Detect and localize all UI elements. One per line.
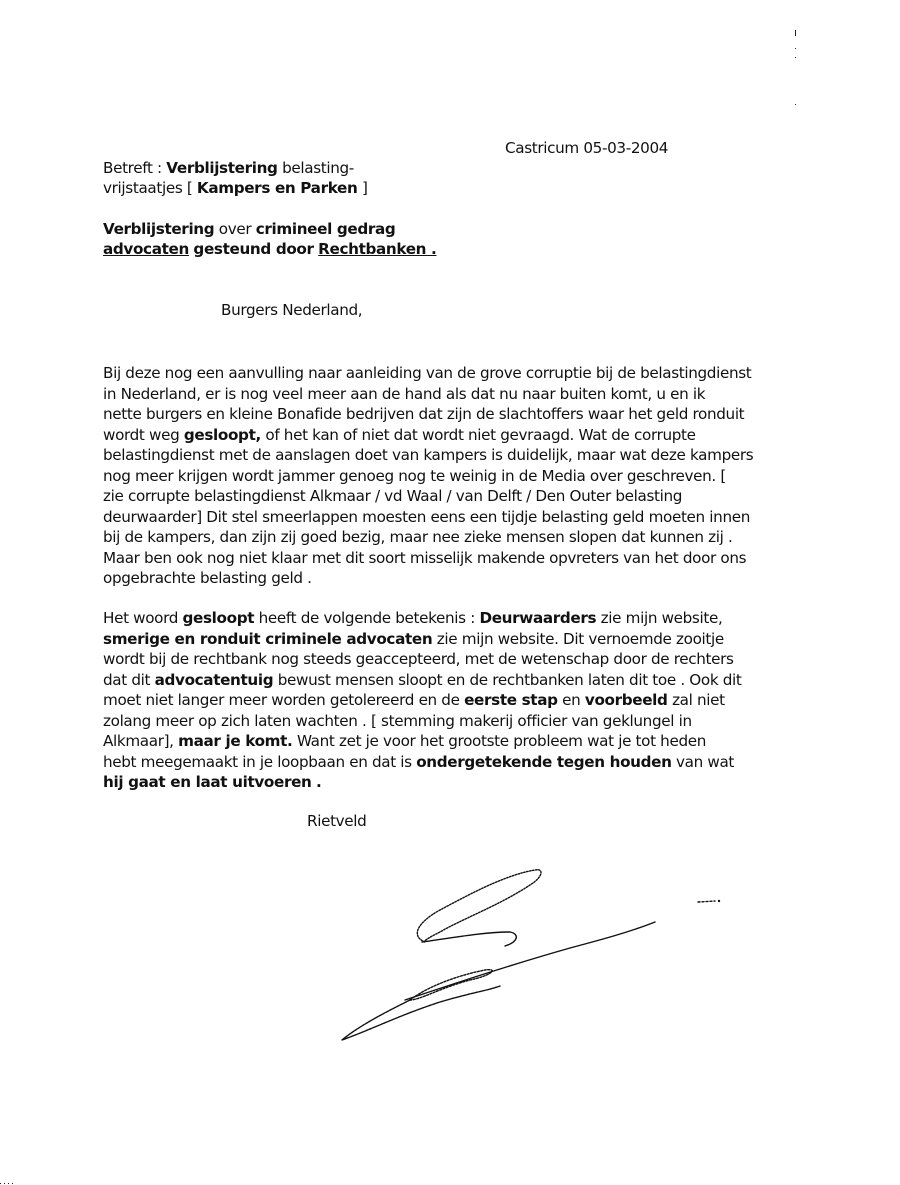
p1-line: Bij deze nog een aanvulling naar aanleiding van de grove corruptie bij de belastingdienst [103, 364, 752, 382]
p2-line [103, 752, 823, 773]
p2-text: Het woord [103, 609, 179, 627]
subject-line2-post: ] [361, 179, 368, 197]
p1-line: nog meer krijgen wordt jammer genoeg nog te weinig in de Media over geschreven. [ [103, 466, 726, 485]
p2-line: zolang meer op zich laten wachten . [ stemming makerij officier van geklungel in [103, 711, 692, 730]
p1-text: of het kan of niet dat wordt niet gevraagd. Wat de corrupte [265, 425, 696, 444]
p2-line [103, 772, 823, 793]
p2-bold: ondergetekende tegen houden [416, 752, 672, 771]
subject-bold-word: Verblijstering [166, 159, 278, 177]
p1-line: nette burgers en kleine Bonafide bedrijven dat zijn de slachtoffers waar het geld ronduit [103, 405, 745, 423]
subject-rest: belasting- [282, 159, 354, 177]
place-date: Castricum 05-03-2004 [505, 139, 669, 157]
p2-text: bewust mensen sloopt en de rechtbanken laten dit toe . Ook dit [277, 670, 742, 689]
scan-speck [795, 57, 796, 58]
p1-line: opgebrachte belasting geld . [103, 569, 312, 587]
subject-line-2 [103, 178, 368, 199]
heading-line-2 [103, 239, 436, 260]
p1-line: Maar ben ook nog niet klaar met dit soort misselijk makende opvreters van het door ons [103, 548, 747, 567]
p2-bold: maar je komt. [178, 732, 293, 750]
p2-line [103, 731, 823, 752]
p1-line: in Nederland, er is nog veel meer aan de hand als dat nu naar buiten komt, u en ik [103, 384, 706, 403]
subject-label: Betreft : [103, 159, 162, 177]
p1-bold: gesloopt, [183, 425, 261, 444]
p1-text: wordt weg [103, 425, 180, 444]
paragraph-2 [103, 608, 823, 793]
p2-bold: . [315, 773, 322, 791]
p2-bold: hij gaat en laat uitvoeren [103, 773, 312, 791]
p2-bold: gesloopt [182, 609, 255, 627]
subject-line-1 [103, 158, 354, 179]
heading-bold-2: crimineel gedrag [255, 220, 396, 238]
heading-bold-3: gesteund door [193, 240, 314, 258]
p2-text: zal niet [672, 691, 725, 709]
p2-text: van wat [676, 752, 735, 771]
p2-line: wordt bij de rechtbank nog steeds geaccepteerd, met de wetenschap door de rechters [103, 650, 734, 668]
p2-text: dat dit [103, 670, 151, 689]
p2-text: Want zet je voor het grootste probleem wat je tot heden [296, 732, 707, 750]
heading-underlined-2: Rechtbanken . [318, 240, 437, 258]
p2-line [103, 608, 823, 629]
signoff-name: Rietveld [307, 812, 367, 830]
scan-speck [0, 1183, 16, 1184]
paragraph-1 [103, 363, 823, 589]
p2-bold: voorbeeld [584, 691, 668, 709]
subject-line2-pre: vrijstaatjes [ [103, 179, 193, 197]
heading-line-1 [103, 219, 395, 240]
scan-speck [795, 104, 796, 105]
p2-line [103, 670, 823, 691]
heading-underlined-1: advocaten [103, 240, 189, 258]
subject-line2-bold: Kampers en Parken [196, 179, 358, 197]
salutation: Burgers Nederland, [221, 301, 363, 319]
p2-text: heeft de volgende betekenis : [258, 609, 475, 627]
p2-bold: smerige en ronduit criminele advocaten [103, 629, 433, 648]
scan-speck [795, 30, 796, 36]
p1-line [103, 425, 823, 446]
p1-line: belastingdienst met de aanslagen doet van kampers is duidelijk, maar wat deze kampers [103, 446, 754, 464]
p2-text: en [562, 691, 581, 709]
p2-bold: eerste stap [464, 691, 558, 709]
p2-text: Alkmaar], [103, 732, 174, 750]
heading-bold-1: Verblijstering [103, 220, 215, 238]
heading-text-1: over [218, 220, 252, 238]
p2-bold: advocatentuig [154, 670, 274, 689]
p2-line [103, 690, 823, 711]
p2-text: hebt meegemaakt in je loopbaan en dat is [103, 752, 412, 771]
p2-text: moet niet langer meer worden getolereerd en de [103, 691, 460, 709]
p1-line: deurwaarder] Dit stel smeerlappen moesten eens een tijdje belasting geld moeten innen [103, 507, 750, 526]
p2-text: zie mijn website. Dit vernoemde zooitje [436, 629, 724, 648]
signature-icon [330, 860, 750, 1060]
p2-line [103, 629, 823, 650]
p2-bold: Deurwaarders [479, 609, 597, 627]
scan-speck [795, 48, 796, 49]
p2-text: zie mijn website, [600, 609, 723, 627]
p1-line: bij de kampers, dan zijn zij goed bezig, maar nee zieke mensen slopen dat kunnen zij . [103, 528, 733, 546]
p1-line: zie corrupte belastingdienst Alkmaar / vd Waal / van Delft / Den Outer belasting [103, 487, 683, 505]
